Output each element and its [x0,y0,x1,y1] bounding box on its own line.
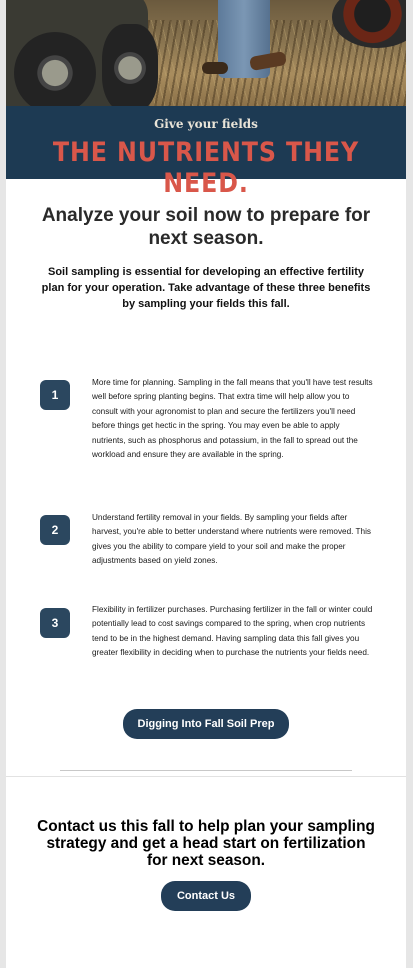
banner-headline: THE NUTRIENTS THEY NEED. [52,137,360,199]
step-number-badge: 3 [40,608,70,638]
banner-kicker: Give your fields [154,117,258,131]
atv-rear-tire [102,24,158,106]
step-number-badge: 2 [40,515,70,545]
divider [60,770,352,771]
step-text: More time for planning. Sampling in the fall means that you'll have test results well before spring planting begins. That extra time will help allow you to consult with your agronomist to plan and secure the fertilizers you'll need before things get hectic in the spring. You may even be able to apply nutrients, such as phosphorus and potassium, in the fall to spread out the workload and ensure they are available in the spring. [92,378,373,460]
contact-us-button[interactable]: Contact Us [161,881,251,911]
hero-image [6,0,406,106]
soil-probe-foot [202,62,228,74]
step-text: Understand fertility removal in your fields. By sampling your fields after harvest, you're able to better understand where nutrients were removed. This gives you the ability to compare yield to your soil and make the proper adjustments based on yield zones. [92,513,372,566]
intro-text: Soil sampling is essential for developing an effective fertility plan for your operation. Take advantage of these three benefits by sampling your fields this fall. [41,266,371,310]
atv-front-tire [14,32,96,106]
contact-heading: Contact us this fall to help plan your sampling strategy and get a head start on fertilization for next season. [37,818,375,869]
step-text: Flexibility in fertilizer purchases. Purchasing fertilizer in the fall or winter could potentially lead to cost savings compared to the spring, when crop nutrients tend to be in the highest demand. Having sampling data this fall gives you greater flexibility in deciding when to purchase the nutrients your fields need. [92,605,373,658]
digging-into-fall-soil-prep-button[interactable]: Digging Into Fall Soil Prep [123,709,289,739]
section-divider [6,776,406,777]
email-body [6,0,406,968]
page-title: Analyze your soil now to prepare for next season. [41,205,371,249]
banner [6,106,406,199]
step-number-badge: 1 [40,380,70,410]
